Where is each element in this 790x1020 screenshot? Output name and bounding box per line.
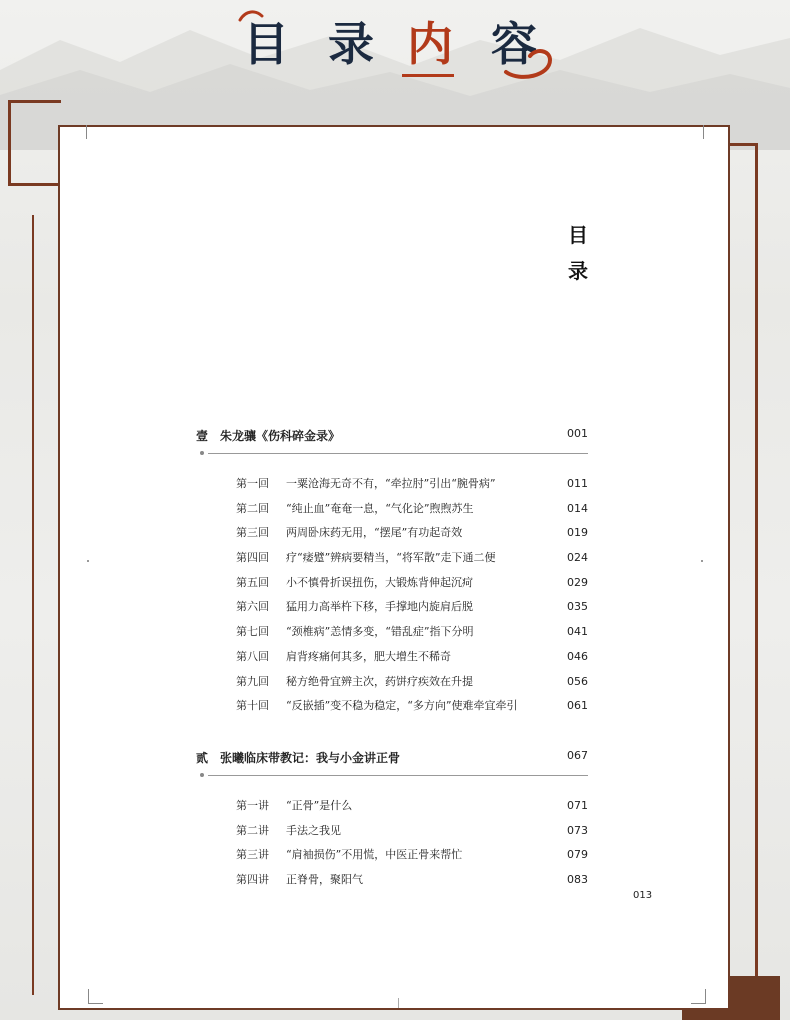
chapter-row	[236, 622, 588, 647]
chapter-title: 疗“痿躄”辨病要精当，“将军散”走下通二便	[286, 551, 496, 565]
chapter-page: 024	[567, 551, 588, 565]
chapter-page: 041	[567, 625, 588, 639]
chapter-page: 014	[567, 501, 588, 515]
chapter-row	[236, 647, 588, 672]
banner-char: 录	[328, 17, 374, 71]
part-divider	[196, 449, 588, 457]
chapter-title: 猛用力高举杵下移，手撑地内旋肩后脱	[286, 600, 473, 614]
chapter-number: 第五回	[236, 575, 269, 589]
chapter-row	[236, 499, 588, 524]
chapter-title: 小不慎骨折误扭伤，大锻炼背伸起沉疴	[286, 575, 473, 589]
chapter-number: 第三讲	[236, 848, 269, 862]
toc-title-char: 目	[568, 223, 588, 247]
chapter-page: 019	[567, 526, 588, 540]
banner-char: 内	[407, 17, 453, 71]
book-page	[58, 125, 730, 1010]
chapter-title: 一粟沧海无奇不有，“牵拉肘”引出“腕骨病”	[286, 477, 496, 490]
chapter-row	[236, 821, 588, 846]
chapter-title: “反嵌插”变不稳为稳定，“多方向”使难牵宜牵引	[286, 699, 518, 713]
chapter-number: 第二回	[236, 501, 269, 515]
crop-mark	[88, 989, 103, 1004]
banner-underline	[402, 74, 454, 77]
chapter-row	[236, 845, 588, 870]
chapter-page: 056	[567, 674, 588, 688]
chapter-title: “正骨”是什么	[286, 799, 353, 812]
chapter-row	[236, 870, 588, 895]
crop-mark	[691, 989, 706, 1004]
part-page: 067	[567, 749, 588, 762]
chapter-page: 046	[567, 649, 588, 663]
part-divider	[196, 771, 588, 779]
chapter-row	[236, 548, 588, 573]
chapter-page: 035	[567, 600, 588, 614]
part-title: 张曦临床带教记：我与小金讲正骨	[220, 751, 401, 765]
chapter-row	[236, 474, 588, 499]
chapter-row	[236, 523, 588, 548]
part-number: 壹	[196, 429, 209, 443]
chapter-page: 011	[567, 477, 588, 490]
chapter-number: 第八回	[236, 649, 269, 663]
chapter-list	[236, 474, 588, 721]
chapter-title: 秘方绝骨宜辨主次，药饼疗疾效在升提	[286, 674, 473, 688]
chapter-page: 071	[567, 799, 588, 812]
chapter-page: 079	[567, 848, 588, 862]
chapter-number: 第一讲	[236, 799, 269, 812]
chapter-title: “肩袖损伤”不用慌，中医正骨来帮忙	[286, 848, 463, 862]
header-banner	[0, 0, 790, 95]
chapter-title: 肩背疼痛何其多，肥大增生不稀奇	[286, 649, 451, 663]
chapter-number: 第十回	[236, 699, 269, 713]
crop-mark	[398, 998, 399, 1008]
chapter-title: “颈椎病”恙情多变，“错乱症”指下分明	[286, 625, 474, 639]
chapter-row	[236, 573, 588, 598]
crop-mark	[86, 125, 101, 139]
chapter-number: 第二讲	[236, 823, 269, 837]
chapter-title: 正脊骨，聚阳气	[286, 873, 363, 887]
page-number: 013	[633, 890, 653, 901]
frame-left-line	[32, 215, 34, 995]
part-heading	[196, 749, 588, 779]
banner-char: 容	[491, 17, 537, 71]
chapter-page: 029	[567, 575, 588, 589]
chapter-page: 061	[567, 699, 588, 713]
registration-dot	[87, 560, 89, 562]
chapter-number: 第四回	[236, 551, 269, 565]
chapter-number: 第三回	[236, 526, 269, 540]
frame-left-bracket	[8, 100, 61, 186]
chapter-title: 两周卧床药无用，“摆尾”有功起奇效	[286, 526, 463, 540]
chapter-number: 第一回	[236, 477, 269, 490]
chapter-row	[236, 672, 588, 697]
swirl-icon	[500, 42, 556, 82]
chapter-title: “纯止血”奄奄一息，“气化论”煦煦苏生	[286, 501, 474, 515]
toc-title	[565, 217, 591, 289]
banner-char: 目	[243, 17, 289, 71]
chapter-page: 083	[567, 873, 588, 887]
toc-title-char: 录	[568, 259, 588, 283]
registration-dot	[701, 560, 703, 562]
crop-mark	[689, 125, 704, 139]
part-title: 朱龙骧《伤科碎金录》	[220, 429, 341, 443]
chapter-row	[236, 597, 588, 622]
chapter-title: 手法之我见	[286, 823, 341, 837]
chapter-list	[236, 796, 588, 895]
part-heading	[196, 427, 588, 457]
chapter-page: 073	[567, 823, 588, 837]
part-page: 001	[567, 427, 588, 440]
chapter-row	[236, 696, 588, 721]
chapter-number: 第四讲	[236, 873, 269, 887]
part-number: 贰	[196, 751, 209, 765]
chapter-number: 第九回	[236, 674, 269, 688]
chapter-row	[236, 796, 588, 821]
chapter-number: 第六回	[236, 600, 269, 614]
chapter-number: 第七回	[236, 625, 269, 639]
